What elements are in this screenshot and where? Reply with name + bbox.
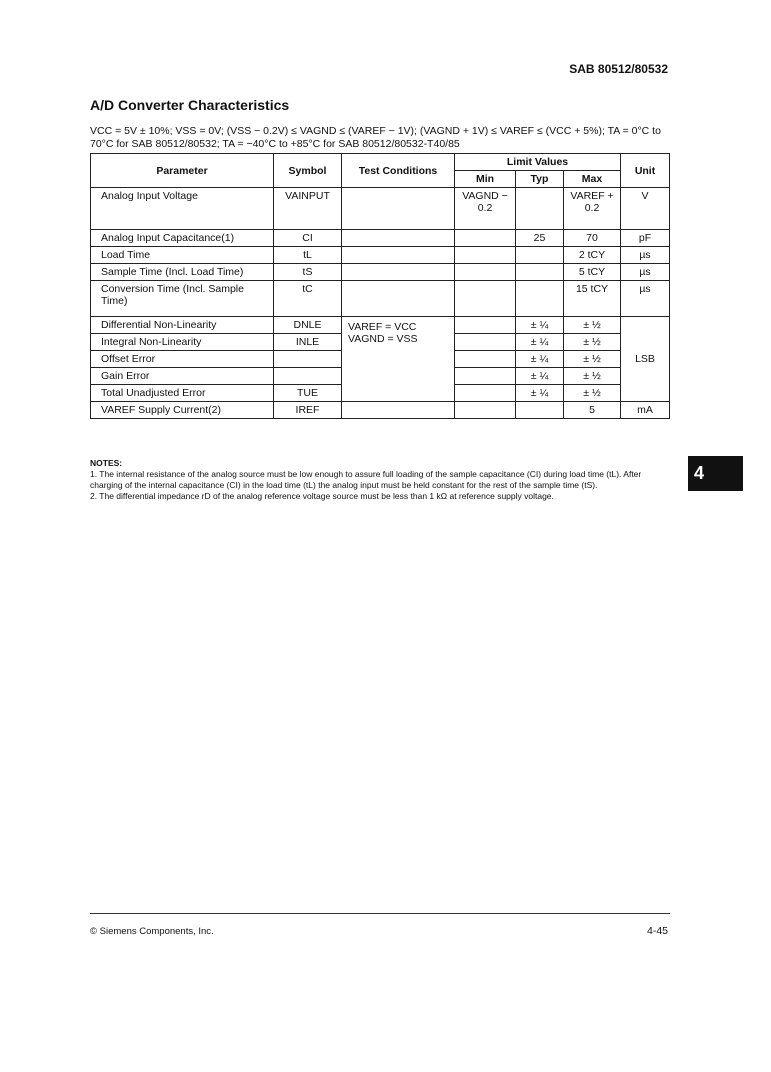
min-cell [455, 247, 516, 264]
footer-copyright: © Siemens Components, Inc. [90, 926, 214, 937]
table-row [91, 281, 670, 317]
test-cond-cell [342, 402, 455, 419]
min-cell: VAGND − 0.2 [455, 188, 516, 230]
test-cond-cell [342, 188, 455, 230]
typ-cell: ± ¼ [516, 368, 564, 385]
unit-cell: mA [621, 402, 670, 419]
param-cell: Analog Input Voltage [91, 188, 274, 230]
param-cell: Gain Error [91, 368, 274, 385]
header-parameter: Parameter [91, 154, 274, 188]
max-cell: ± ½ [564, 368, 621, 385]
symbol-cell: TUE [274, 385, 342, 402]
part-number: SAB 80512/80532 [569, 62, 668, 76]
ad-characteristics-table [90, 153, 670, 419]
symbol-cell: IREF [274, 402, 342, 419]
symbol-cell: INLE [274, 334, 342, 351]
notes-heading: NOTES: [90, 458, 123, 468]
table-row [91, 402, 670, 419]
max-cell: 15 tCY [564, 281, 621, 317]
table-row [91, 247, 670, 264]
max-cell: 5 [564, 402, 621, 419]
symbol-cell: tS [274, 264, 342, 281]
header-min: Min [455, 171, 516, 188]
symbol-cell: VAINPUT [274, 188, 342, 230]
typ-cell: 25 [516, 230, 564, 247]
max-cell: VAREF + 0.2 [564, 188, 621, 230]
section-tab: 4 [688, 456, 743, 491]
typ-cell: ± ¼ [516, 351, 564, 368]
header-limit-values: Limit Values [455, 154, 621, 171]
min-cell [455, 368, 516, 385]
max-cell: 2 tCY [564, 247, 621, 264]
symbol-cell [274, 368, 342, 385]
test-cond-cell [342, 281, 455, 317]
typ-cell: ± ¼ [516, 334, 564, 351]
symbol-cell: CI [274, 230, 342, 247]
symbol-cell: tC [274, 281, 342, 317]
header-typ: Typ [516, 171, 564, 188]
max-cell: ± ½ [564, 317, 621, 334]
param-cell: Analog Input Capacitance(1) [91, 230, 274, 247]
section-title: A/D Converter Characteristics [90, 97, 290, 113]
min-cell [455, 385, 516, 402]
min-cell [455, 351, 516, 368]
test-cond-cell [342, 264, 455, 281]
group-test-conditions: VAREF = VCC VAGND = VSS [342, 317, 455, 402]
max-cell: ± ½ [564, 334, 621, 351]
typ-cell [516, 281, 564, 317]
group-unit: LSB [621, 317, 670, 402]
notes-section [90, 458, 670, 502]
test-cond-cell [342, 230, 455, 247]
operating-conditions: VCC = 5V ± 10%; VSS = 0V; (VSS − 0.2V) ≤ VAGND ≤ (VAREF − 1V); (VAGND + 1V) ≤ VAREF ≤ (VCC + 5%); TA = 0°C to 70°C for SAB 80512/80532; TA = −40°C to +85°C for SAB 80512/80532-T40/85 [90, 125, 661, 150]
typ-cell [516, 247, 564, 264]
table-row [91, 188, 670, 230]
footer-divider [90, 913, 670, 914]
typ-cell: ± ¼ [516, 317, 564, 334]
page-number: 4-45 [646, 925, 668, 937]
param-cell: Sample Time (Incl. Load Time) [91, 264, 274, 281]
max-cell: 70 [564, 230, 621, 247]
typ-cell [516, 188, 564, 230]
param-cell: Total Unadjusted Error [91, 385, 274, 402]
unit-cell: µs [621, 264, 670, 281]
param-cell: Differential Non-Linearity [91, 317, 274, 334]
max-cell: ± ½ [564, 351, 621, 368]
min-cell [455, 230, 516, 247]
unit-cell: µs [621, 247, 670, 264]
symbol-cell: DNLE [274, 317, 342, 334]
table-row [91, 230, 670, 247]
min-cell [455, 264, 516, 281]
min-cell [455, 281, 516, 317]
header-max: Max [564, 171, 621, 188]
unit-cell: µs [621, 281, 670, 317]
max-cell: ± ½ [564, 385, 621, 402]
unit-cell: V [621, 188, 670, 230]
param-cell: VAREF Supply Current(2) [91, 402, 274, 419]
typ-cell [516, 402, 564, 419]
min-cell [455, 402, 516, 419]
unit-cell: pF [621, 230, 670, 247]
note-item: 2. The differential impedance rD of the analog reference voltage source must be less than 1 kΩ at reference supply voltage. [90, 491, 554, 501]
table-row [91, 264, 670, 281]
param-cell: Conversion Time (Incl. Sample Time) [91, 281, 274, 317]
param-cell: Integral Non-Linearity [91, 334, 274, 351]
param-cell: Load Time [91, 247, 274, 264]
symbol-cell: tL [274, 247, 342, 264]
header-unit: Unit [621, 154, 670, 188]
typ-cell [516, 264, 564, 281]
table-row [91, 317, 670, 334]
max-cell: 5 tCY [564, 264, 621, 281]
note-item: 1. The internal resistance of the analog source must be low enough to assure full loading of the sample capacitance (CI) during load time (tL). After charging of the internal capacitance (CI) in the load time (tL) the analog input must be held constant for the rest of the sample time (tS). [90, 469, 642, 490]
header-test-conditions: Test Conditions [342, 154, 455, 188]
param-cell: Offset Error [91, 351, 274, 368]
typ-cell: ± ¼ [516, 385, 564, 402]
header-symbol: Symbol [274, 154, 342, 188]
symbol-cell [274, 351, 342, 368]
min-cell [455, 317, 516, 334]
min-cell [455, 334, 516, 351]
test-cond-cell [342, 247, 455, 264]
